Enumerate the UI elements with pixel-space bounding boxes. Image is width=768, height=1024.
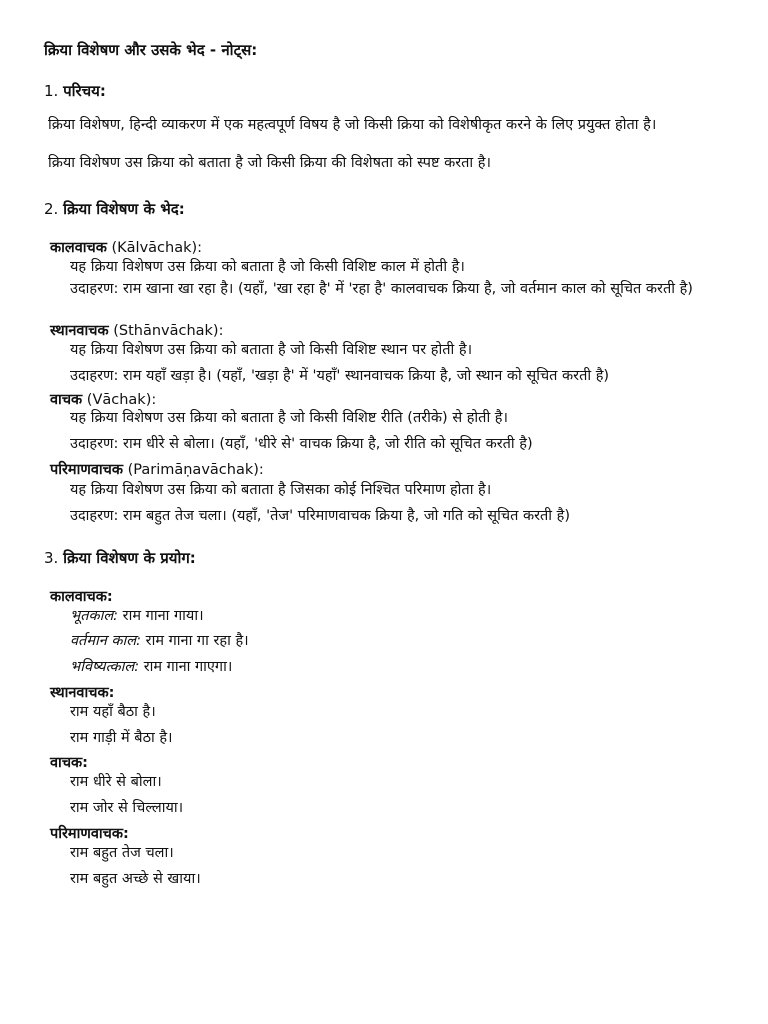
- type-name: कालवाचक: [50, 240, 107, 256]
- type-name: वाचक: [50, 392, 83, 408]
- usage-vaachak-heading: वाचक:: [50, 755, 88, 771]
- section-1-title: परिचय:: [63, 82, 106, 100]
- section-3-number: 3.: [44, 549, 59, 567]
- type-roman: (Kālvāchak):: [111, 240, 203, 256]
- type-kaalvaachak-heading: [50, 237, 202, 257]
- type-definition: यह क्रिया विशेषण उस क्रिया को बताता है जो किसी विशिष्ट रीति (तरीके) से होती है।: [70, 410, 509, 426]
- type-name: परिमाणवाचक: [50, 462, 123, 478]
- usage-item: राम धीरे से बोला।: [70, 774, 162, 790]
- type-parimaanvaachak-heading: [50, 459, 264, 479]
- usage-item: [70, 656, 232, 676]
- type-name: स्थानवाचक: [50, 323, 109, 339]
- tense-label: भविष्यत्काल:: [70, 659, 140, 675]
- usage-item: [70, 605, 204, 625]
- section-1-number: 1.: [44, 82, 59, 100]
- usage-text: राम गाना गाया।: [118, 608, 204, 624]
- type-example: उदाहरण: राम बहुत तेज चला। (यहाँ, 'तेज' परिमाणवाचक क्रिया है, जो गति को सूचित करती है): [70, 508, 570, 524]
- type-definition: यह क्रिया विशेषण उस क्रिया को बताता है जो किसी विशिष्ट काल में होती है।: [70, 259, 465, 275]
- usage-text: राम गाना गा रहा है।: [141, 633, 249, 649]
- tense-label: भूतकाल:: [70, 608, 119, 624]
- usage-item: [70, 630, 249, 650]
- page-title: क्रिया विशेषण और उसके भेद - नोट्स:: [44, 41, 258, 59]
- intro-paragraph-2: क्रिया विशेषण उस क्रिया को बताता है जो किसी क्रिया की विशेषता को स्पष्ट करता है।: [48, 155, 491, 171]
- type-roman: (Sthānvāchak):: [113, 323, 224, 339]
- type-definition: यह क्रिया विशेषण उस क्रिया को बताता है जो किसी विशिष्ट स्थान पर होती है।: [70, 342, 473, 358]
- usage-sthaanvaachak-heading: स्थानवाचक:: [50, 685, 115, 701]
- usage-item: राम यहाँ बैठा है।: [70, 704, 156, 720]
- section-1-heading: [44, 81, 106, 101]
- tense-label: वर्तमान काल:: [70, 633, 142, 649]
- section-3-title: क्रिया विशेषण के प्रयोग:: [63, 549, 196, 567]
- intro-paragraph-1: क्रिया विशेषण, हिन्दी व्याकरण में एक महत्वपूर्ण विषय है जो किसी क्रिया को विशेषीकृत करने के लिए प्रयुक्त होता है।: [48, 117, 657, 133]
- type-roman: (Vāchak):: [86, 392, 157, 408]
- usage-item: राम बहुत अच्छे से खाया।: [70, 871, 201, 887]
- section-2-heading: [44, 199, 185, 219]
- usage-item: राम जोर से चिल्लाया।: [70, 800, 184, 816]
- type-roman: (Parimāṇavāchak):: [127, 462, 264, 478]
- type-example: उदाहरण: राम खाना खा रहा है। (यहाँ, 'खा रहा है' में 'रहा है' कालवाचक क्रिया है, जो वर्तमान काल को सूचित करती है): [70, 281, 693, 297]
- type-vaachak-heading: [50, 389, 156, 409]
- type-sthaanvaachak-heading: [50, 320, 223, 340]
- usage-item: राम गाड़ी में बैठा है।: [70, 730, 173, 746]
- type-example: उदाहरण: राम यहाँ खड़ा है। (यहाँ, 'खड़ा है' में 'यहाँ' स्थानवाचक क्रिया है, जो स्थान को सूचित करती है): [70, 368, 610, 384]
- usage-parimaanvaachak-heading: परिमाणवाचक:: [50, 826, 129, 842]
- usage-text: राम गाना गाएगा।: [139, 659, 233, 675]
- type-definition: यह क्रिया विशेषण उस क्रिया को बताता है जिसका कोई निश्चित परिमाण होता है।: [70, 482, 492, 498]
- type-example: उदाहरण: राम धीरे से बोला। (यहाँ, 'धीरे से' वाचक क्रिया है, जो रीति को सूचित करती है): [70, 436, 533, 452]
- section-3-heading: [44, 548, 196, 568]
- section-2-number: 2.: [44, 200, 59, 218]
- section-2-title: क्रिया विशेषण के भेद:: [63, 200, 185, 218]
- usage-item: राम बहुत तेज चला।: [70, 845, 174, 861]
- usage-kaalvaachak-heading: कालवाचक:: [50, 589, 113, 605]
